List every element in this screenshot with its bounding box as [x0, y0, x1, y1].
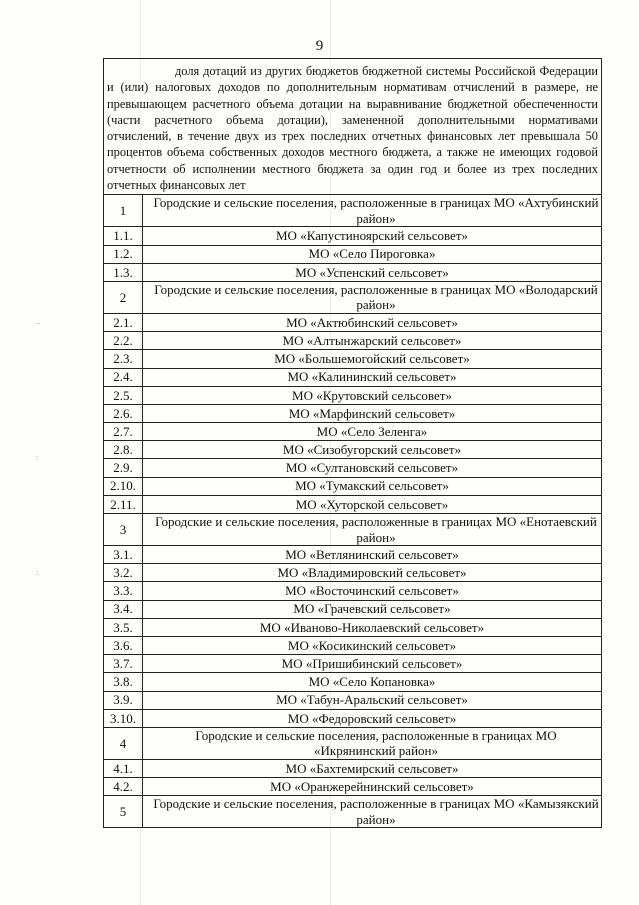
table-row: [104, 227, 602, 245]
table-row: [104, 332, 602, 350]
table-group-row: [104, 727, 602, 759]
table-row: [104, 495, 602, 513]
row-number: 3.9.: [104, 691, 143, 709]
municipality-name: МО «Султановский сельсовет»: [143, 459, 602, 477]
row-number: 3.6.: [104, 636, 143, 654]
row-number: 2.4.: [104, 368, 143, 386]
table-row: [104, 263, 602, 281]
district-heading: Городские и сельские поселения, расположенные в границах МО «Енотаевский район»: [143, 514, 602, 546]
row-number: 2: [104, 281, 143, 313]
table-body: [104, 195, 602, 828]
table-row: [104, 778, 602, 796]
municipality-name: МО «Федоровский сельсовет»: [143, 709, 602, 727]
row-number: 1.1.: [104, 227, 143, 245]
row-number: 2.11.: [104, 495, 143, 513]
intro-paragraph: доля дотаций из других бюджетов бюджетной системы Российской Федерации и (или) налоговых доходов по дополнительным нормативам отчислений в размере, не превышающем расчетного объема дотации на выравнивание бюджетной обеспеченности (части расчетного объема дотации), замененной дополнительными нормативами отчислений, в течение двух из трех последних отчетных финансовых лет превышала 50 процентов объема собственных доходов местного бюджета, а также не имеющих годовой отчетности об исполнении местного бюджета за один год и более из трех последних отчетных финансовых лет: [103, 58, 602, 194]
municipality-name: МО «Хуторской сельсовет»: [143, 495, 602, 513]
row-number: 3: [104, 514, 143, 546]
row-number: 2.8.: [104, 441, 143, 459]
table-row: [104, 459, 602, 477]
row-number: 2.1.: [104, 313, 143, 331]
municipality-name: МО «Село Копановка»: [143, 673, 602, 691]
table-row: [104, 636, 602, 654]
row-number: 3.4.: [104, 600, 143, 618]
row-number: 4.1.: [104, 759, 143, 777]
municipality-name: МО «Бахтемирский сельсовет»: [143, 759, 602, 777]
table-row: [104, 423, 602, 441]
municipality-name: МО «Владимировский сельсовет»: [143, 564, 602, 582]
table-row: [104, 673, 602, 691]
table-row: [104, 477, 602, 495]
scan-artifact: :: [36, 453, 39, 462]
table-group-row: [104, 281, 602, 313]
document-sheet: [103, 58, 602, 828]
district-heading: Городские и сельские поселения, расположенные в границах МО «Ахтубинский район»: [143, 195, 602, 227]
row-number: 4: [104, 727, 143, 759]
municipality-name: МО «Калининский сельсовет»: [143, 368, 602, 386]
municipality-name: МО «Село Пироговка»: [143, 245, 602, 263]
table-row: [104, 759, 602, 777]
municipality-name: МО «Восточинский сельсовет»: [143, 582, 602, 600]
municipality-name: МО «Актюбинский сельсовет»: [143, 313, 602, 331]
row-number: 3.5.: [104, 618, 143, 636]
row-number: 2.7.: [104, 423, 143, 441]
municipality-name: МО «Село Зеленга»: [143, 423, 602, 441]
municipality-name: МО «Ветлянинский сельсовет»: [143, 546, 602, 564]
table-group-row: [104, 796, 602, 828]
scan-artifact: ‒: [36, 318, 40, 327]
municipality-name: МО «Тумакский сельсовет»: [143, 477, 602, 495]
table-row: [104, 564, 602, 582]
table-row: [104, 245, 602, 263]
row-number: 5: [104, 796, 143, 828]
row-number: 2.2.: [104, 332, 143, 350]
table-row: [104, 691, 602, 709]
row-number: 2.10.: [104, 477, 143, 495]
page-number: 9: [315, 38, 324, 54]
row-number: 3.3.: [104, 582, 143, 600]
table-row: [104, 313, 602, 331]
table-group-row: [104, 195, 602, 227]
municipality-name: МО «Алтынжарский сельсовет»: [143, 332, 602, 350]
row-number: 1.2.: [104, 245, 143, 263]
table-row: [104, 368, 602, 386]
table-row: [104, 618, 602, 636]
municipality-name: МО «Сизобугорский сельсовет»: [143, 441, 602, 459]
row-number: 3.10.: [104, 709, 143, 727]
row-number: 3.1.: [104, 546, 143, 564]
district-heading: Городские и сельские поселения, расположенные в границах МО «Икрянинский район»: [143, 727, 602, 759]
district-heading: Городские и сельские поселения, расположенные в границах МО «Камызякский район»: [143, 796, 602, 828]
row-number: 1.3.: [104, 263, 143, 281]
municipality-name: МО «Иваново-Николаевский сельсовет»: [143, 618, 602, 636]
table-row: [104, 709, 602, 727]
table-row: [104, 350, 602, 368]
table-group-row: [104, 514, 602, 546]
table-row: [104, 546, 602, 564]
municipality-name: МО «Крутовский сельсовет»: [143, 386, 602, 404]
municipalities-table: [103, 194, 602, 828]
table-row: [104, 386, 602, 404]
row-number: 3.7.: [104, 655, 143, 673]
municipality-name: МО «Большемогойский сельсовет»: [143, 350, 602, 368]
municipality-name: МО «Грачевский сельсовет»: [143, 600, 602, 618]
row-number: 2.3.: [104, 350, 143, 368]
table-row: [104, 441, 602, 459]
row-number: 4.2.: [104, 778, 143, 796]
table-row: [104, 404, 602, 422]
municipality-name: МО «Пришибинский сельсовет»: [143, 655, 602, 673]
municipality-name: МО «Капустиноярский сельсовет»: [143, 227, 602, 245]
row-number: 2.9.: [104, 459, 143, 477]
table-row: [104, 600, 602, 618]
row-number: 2.6.: [104, 404, 143, 422]
scan-artifact: :: [36, 568, 39, 577]
row-number: 1: [104, 195, 143, 227]
municipality-name: МО «Табун-Аральский сельсовет»: [143, 691, 602, 709]
municipality-name: МО «Марфинский сельсовет»: [143, 404, 602, 422]
row-number: 2.5.: [104, 386, 143, 404]
municipality-name: МО «Успенский сельсовет»: [143, 263, 602, 281]
row-number: 3.2.: [104, 564, 143, 582]
municipality-name: МО «Косикинский сельсовет»: [143, 636, 602, 654]
table-row: [104, 655, 602, 673]
row-number: 3.8.: [104, 673, 143, 691]
municipality-name: МО «Оранжерейнинский сельсовет»: [143, 778, 602, 796]
district-heading: Городские и сельские поселения, расположенные в границах МО «Володарский район»: [143, 281, 602, 313]
table-row: [104, 582, 602, 600]
